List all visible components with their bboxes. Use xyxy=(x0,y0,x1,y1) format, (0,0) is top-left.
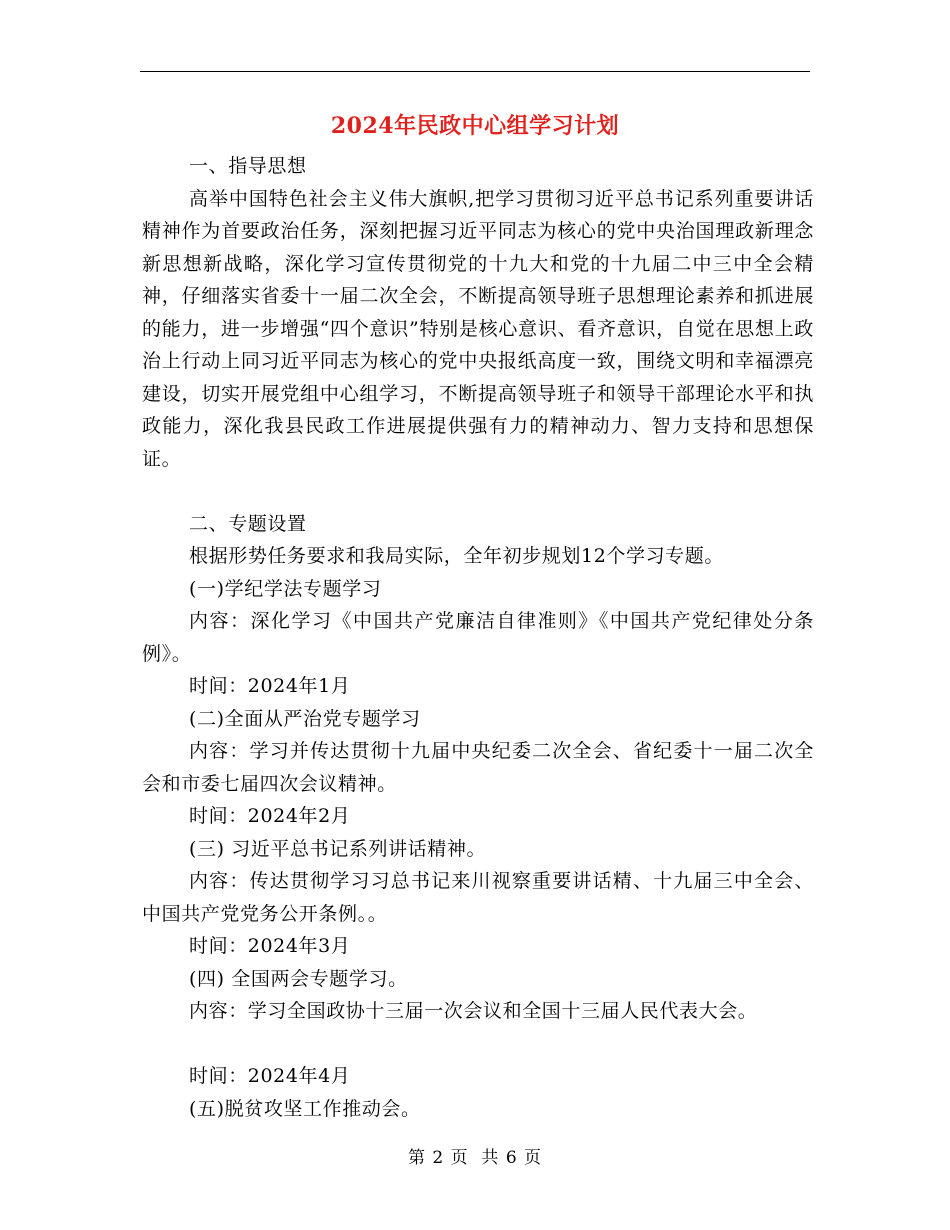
topic-time: 时间：2024年1月 xyxy=(189,675,351,697)
blank-line xyxy=(142,475,814,508)
page-footer xyxy=(0,1146,950,1170)
current-page-number: 2 xyxy=(432,1148,445,1168)
topic-heading: (三) 习近平总书记系列讲话精神。 xyxy=(189,837,487,860)
topic-time: 时间：2024年2月 xyxy=(189,805,351,827)
section-heading-guiding-ideology: 一、指导思想 xyxy=(189,155,307,177)
topic-content: 内容：深化学习《中国共产党廉洁自律准则》《中国共产党纪律处分条例》。 xyxy=(142,610,814,665)
body-paragraph: 高举中国特色社会主义伟大旗帜,把学习贯彻习近平总书记系列重要讲话精神作为首要政治任务，深刻把握习近平同志为核心的党中央治国理政新理念新思想新战略，深化学习宣传贯彻党的十九大和党的十九届二中三中全会精神，仔细落实省委十一届二次全会，不断提高领导班子思想理论素养和抓进展的能力，进一步增强“四个意识”特别是核心意识、看齐意识，自觉在思想上政治上行动上同习近平同志为核心的党中央报纸高度一致，围绕文明和幸福漂亮建设，切实开展党组中心组学习，不断提高领导班子和领导干部理论水平和执政能力，深化我县民政工作进展提供强有力的精神动力、智力支持和思想保证。 xyxy=(142,187,814,470)
page-label-mid: 页 共 xyxy=(450,1148,500,1168)
topic-time: 时间：2024年3月 xyxy=(189,935,351,957)
body-paragraph: 根据形势任务要求和我局实际，全年初步规划12个学习专题。 xyxy=(189,545,724,567)
topic-content: 内容：学习全国政协十三届一次会议和全国十三届人民代表大会。 xyxy=(189,1000,758,1022)
topic-time: 时间：2024年4月 xyxy=(189,1065,351,1087)
header-rule xyxy=(140,71,810,72)
blank-line xyxy=(142,1028,814,1061)
topic-heading: (二)全面从严治党专题学习 xyxy=(189,707,421,730)
topic-content: 内容：学习并传达贯彻十九届中央纪委二次全会、省纪委十一届二次全会和市委七届四次会议精神。 xyxy=(142,740,814,795)
topic-content: 内容：传达贯彻学习习总书记来川视察重要讲话精、十九届三中全会、中国共产党党务公开条例。。 xyxy=(142,870,814,925)
topic-heading: (四) 全国两会专题学习。 xyxy=(189,967,408,990)
section-heading-topics: 二、专题设置 xyxy=(189,512,307,535)
document-body xyxy=(142,150,814,1125)
page-label-prefix: 第 xyxy=(407,1148,426,1168)
total-page-count: 6 xyxy=(505,1148,518,1168)
topic-heading: (一)学纪学法专题学习 xyxy=(189,577,382,600)
document-title: 2024年民政中心组学习计划 xyxy=(330,113,620,139)
topic-heading: (五)脱贫攻坚工作推动会。 xyxy=(189,1097,421,1120)
page-label-suffix: 页 xyxy=(524,1148,543,1168)
